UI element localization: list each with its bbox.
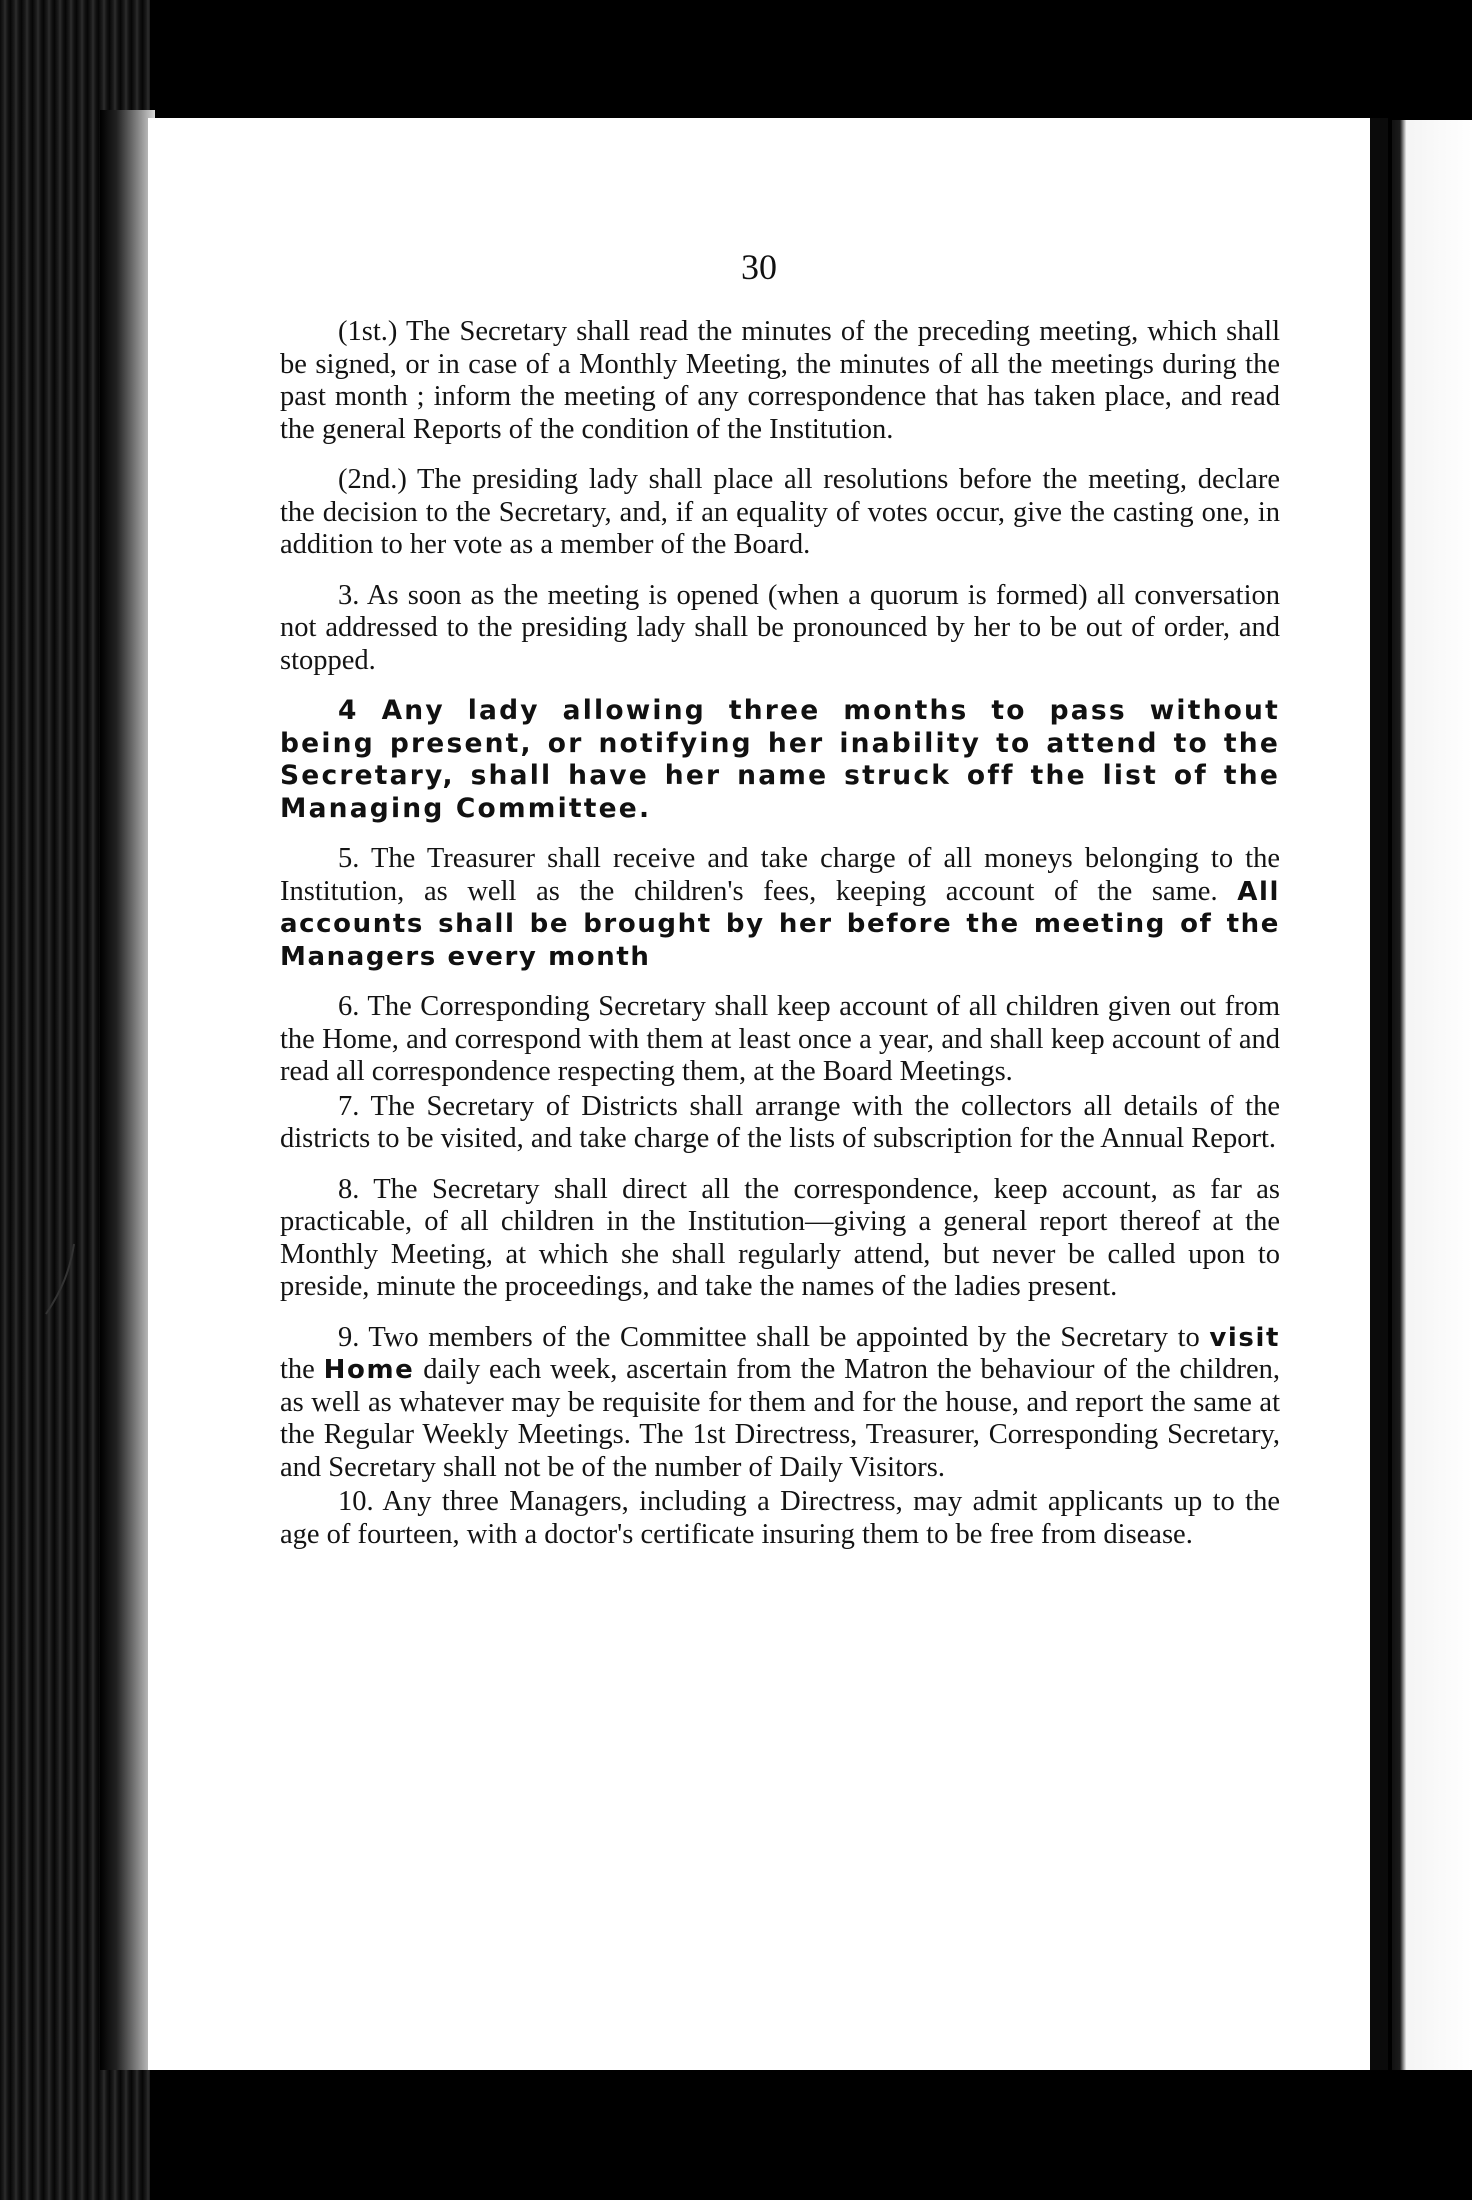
page-edge-shadow [1370, 118, 1388, 2070]
paragraph-6: 6. The Corresponding Secretary shall keep account of all children given out from the Home, and correspond with them at least once a year, and shall keep account of and read all correspondence respecting them, at the Board Meetings. [280, 991, 1280, 1087]
paragraph-9-visit: visit [1209, 1322, 1280, 1353]
paragraph-5-typed-addition: All accounts shall be brought by her before the meeting of the Managers every month [280, 876, 1281, 972]
next-page-edge [1392, 120, 1472, 2070]
paragraph-3: 3. As soon as the meeting is opened (when a quorum is formed) all conversation not addressed to the presiding lady shall be pronounced by her to be out of order, and stopped. [280, 579, 1280, 676]
paragraph-5-text: 5. The Treasurer shall receive and take charge of all moneys belonging to the Institution, as well as the children's fees, keeping account of the same. [280, 843, 1280, 907]
paragraph-5 [280, 843, 1280, 973]
page-number: 30 [741, 247, 777, 287]
document-page [148, 118, 1370, 2070]
paragraph-9-part-a: 9. Two members of the Committee shall be appointed by the Secretary to [338, 1321, 1210, 1353]
paragraph-10: 10. Any three Managers, including a Directress, may admit applicants up to the age of fourteen, with a doctor's certificate insuring them to be free from disease. [280, 1486, 1280, 1550]
paragraph-9-part-c: the [280, 1354, 324, 1385]
paragraph-1st: (1st.) The Secretary shall read the minutes of the preceding meeting, which shall be signed, or in case of a Monthly Meeting, the minutes of all the meetings during the past month ; inform the meeting of any correspondence that has taken place, and read the general Reports of the condition of the Institution. [280, 316, 1280, 445]
page-body [280, 316, 1280, 1569]
margin-pencil-mark [40, 1240, 80, 1320]
paragraph-8: 8. The Secretary shall direct all the correspondence, keep account, as far as practicable, of all children in the Institution—giving a general report thereof at the Monthly Meeting, at which she shall regularly attend, but never be called upon to preside, minute the proceedings, and take the names of the ladies present. [280, 1173, 1280, 1302]
paragraph-9-home: Home [323, 1355, 415, 1385]
paragraph-9-part-e: daily each week, ascertain from the Matron the behaviour of the children, as well as whatever may be requisite for them and for the house, and report the same at the Regular Weekly Meetings. The 1st Directress, Treasurer, Corresponding Secretary, and Secretary shall not be of the number of Daily Visitors. [280, 1354, 1280, 1483]
paragraph-4: 4 Any lady allowing three months to pass without being present, or notifying her inability to attend to the Secretary, shall have her name struck off the list of the Managing Committee. [280, 695, 1280, 824]
gutter-shadow [100, 110, 155, 2070]
paragraph-9 [280, 1322, 1280, 1485]
paragraph-7: 7. The Secretary of Districts shall arrange with the collectors all details of the districts to be visited, and take charge of the lists of subscription for the Annual Report. [280, 1090, 1280, 1154]
paragraph-2nd: (2nd.) The presiding lady shall place all resolutions before the meeting, declare the decision to the Secretary, and, if an equality of votes occur, give the casting one, in addition to her vote as a member of the Board. [280, 464, 1280, 560]
